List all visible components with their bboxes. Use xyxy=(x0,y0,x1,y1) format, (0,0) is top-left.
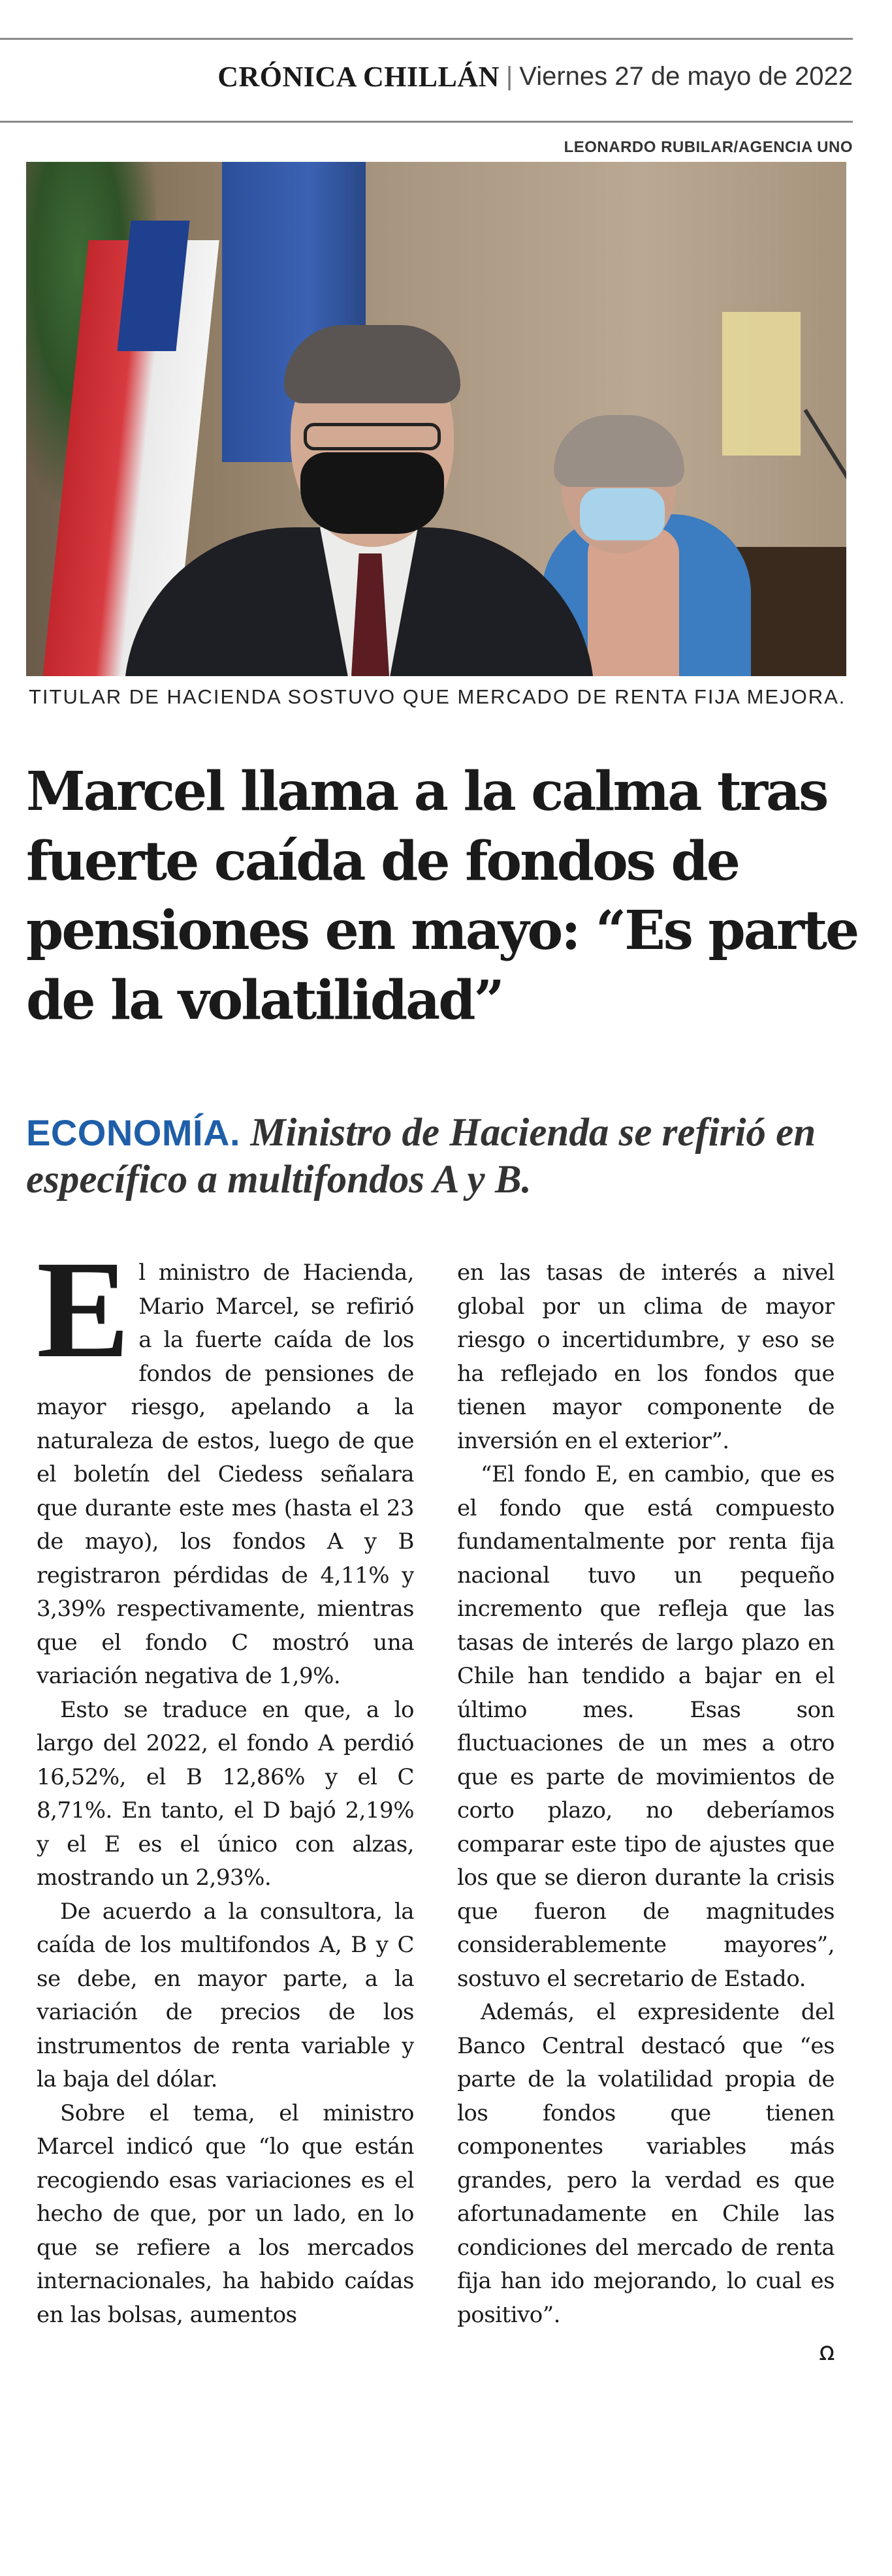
body-paragraph: Sobre el tema, el ministro Marcel indicó que “lo que están recogiendo esas variaciones es el hecho de que, por un lado, en lo que se refiere a los mercados internacionales, ha habido caídas en las bolsas, aumentos xyxy=(37,2100,414,2328)
woman-mask-shape xyxy=(580,488,665,540)
header-bottom-rule xyxy=(0,121,853,123)
end-mark: ꭥ xyxy=(819,2336,835,2367)
article-lede xyxy=(26,1110,862,1203)
body-paragraph xyxy=(37,1256,414,1694)
wall-panel-shape xyxy=(722,312,801,456)
header-top-rule xyxy=(0,38,853,40)
body-paragraph: Esto se traduce en que, a lo largo del 2022, el fondo A perdió 16,52%, el B 12,86% y el C 8,71%. En tanto, el D bajó 2,19% y el E es el único con alzas, mostrando un 2,93%. xyxy=(37,1696,414,1891)
lede-text: Ministro de Hacienda se refirió en específico a multifondos A y B. xyxy=(26,1111,816,1202)
body-column-right xyxy=(457,1256,835,2536)
man-mask-shape xyxy=(300,452,444,534)
article-photo xyxy=(26,162,846,676)
man-hair-shape xyxy=(284,325,460,403)
body-paragraph: De acuerdo a la consultora, la caída de los multifondos A, B y C se debe, en mayor parte, a la variación de precios de los instrumentos de renta variable y la baja del dólar. xyxy=(37,1898,414,2092)
body-paragraph: “El fondo E, en cambio, que es el fondo que está compuesto fundamentalmente por renta fija nacional tuvo un pequeño incremento que refleja que las tasas de interés de largo plazo en Chile han tendido a bajar en el último mes. Esas son fluctuaciones de un mes a otro que es parte de movimientos de corto plazo, no deberíamos comparar este tipo de ajustes que los que se dieron durante la crisis que fueron de magnitudes considerablemente mayores”, sostuvo el secretario de Estado. xyxy=(457,1461,835,1992)
woman-hair-shape xyxy=(554,415,684,487)
publication-name: CRÓNICA CHILLÁN xyxy=(217,60,500,93)
photo-credit: LEONARDO RUBILAR/AGENCIA UNO xyxy=(564,138,853,156)
article-headline: Marcel llama a la calma tras fuerte caída de fondos de pensiones en mayo: “Es parte de la volatilidad” xyxy=(26,760,858,1032)
photo-caption: TITULAR DE HACIENDA SOSTUVO QUE MERCADO DE RENTA FIJA MEJORA. xyxy=(29,685,846,708)
drop-cap: E xyxy=(37,1256,130,1387)
page-header xyxy=(217,47,853,106)
issue-date: Viernes 27 de mayo de 2022 xyxy=(519,61,853,91)
body-paragraph: en las tasas de interés a nivel global por un clima de mayor riesgo o incertidumbre, y eso se ha reflejado en los fondos que tienen mayor componente de inversión en el exterior”. xyxy=(457,1260,835,1454)
body-column-left xyxy=(37,1256,414,2536)
man-glasses-shape xyxy=(304,423,441,450)
body-paragraph: Además, el expresidente del Banco Central destacó que “es parte de la volatilidad propia de los fondos que tienen componentes variables más grandes, pero la verdad es que afortunadamente en Chile las condiciones del mercado de renta fija han ido mejorando, lo cual es positivo”. xyxy=(457,1999,835,2328)
section-label: ECONOMÍA. xyxy=(26,1112,241,1153)
header-separator: | xyxy=(505,61,513,91)
paragraph-text: l ministro de Hacienda, Mario Marcel, se refirió a la fuerte caída de los fondos de pensiones de mayor riesgo, apelando a la naturaleza de estos, luego de que el boletín del Ciedess señalara que durante este mes (hasta el 23 de mayo), los fondos A y B registraron pérdidas de 4,11% y 3,39% respectivamente, mientras que el fondo C mostró una variación negativa de 1,9%. xyxy=(37,1260,414,1689)
